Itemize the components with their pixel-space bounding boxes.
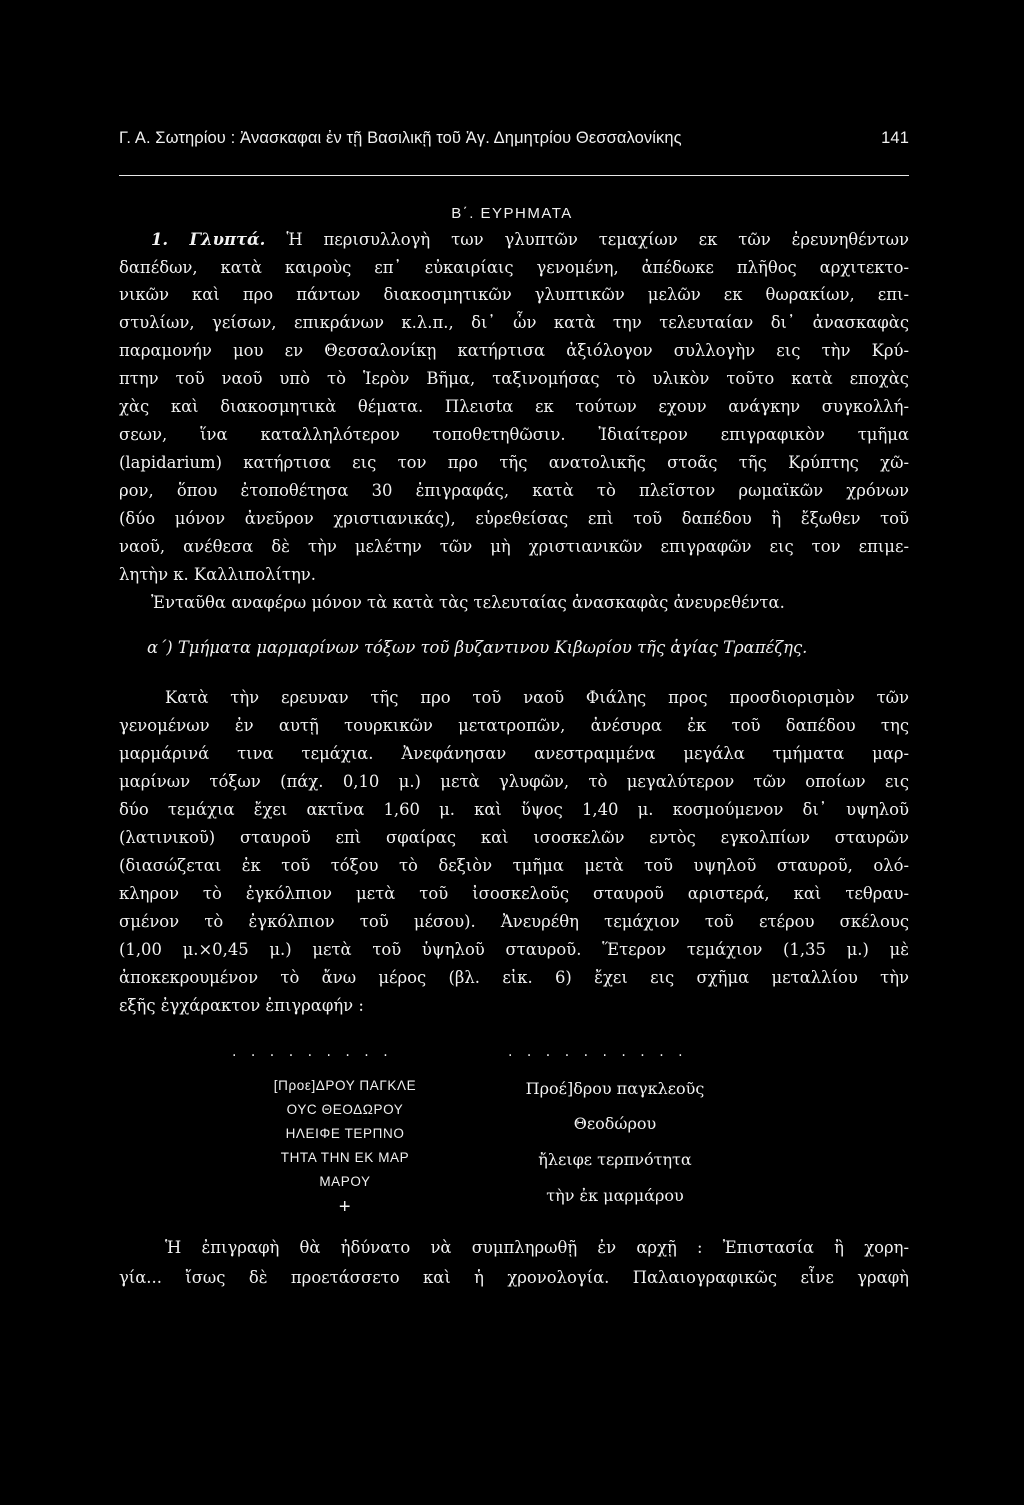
text-line: (lapidarium) κατήρτισα εις τον προ τῆς ανατολικῆς στοᾶς τῆς Κρύπτης χῶ- xyxy=(119,453,909,472)
transcription-line: ἤλειφε τερπνότητα xyxy=(538,1150,692,1169)
paragraph-2-line-1 xyxy=(119,690,909,706)
text-line: (διασώζεται ἐκ τοῦ τόξου τὸ δεξιὸν τμῆμα μετὰ τοῦ υψηλοῦ σταυροῦ, ολό- xyxy=(119,856,909,875)
text-line: ναοῦ, ανέθεσα δὲ τὴν μελέτην τῶν μὴ χριστιανικῶν επιγραφῶν εις τον επιμε- xyxy=(119,537,909,556)
paragraph-1-note xyxy=(119,595,909,611)
page-number: 141 xyxy=(881,129,909,147)
transcription-line: Θεοδώρου xyxy=(573,1114,657,1133)
transcription-line: Προέ]δρου παγκλεοῦς xyxy=(525,1079,705,1098)
text-line: μαρίνων τόξων (πάχ. 0,10 μ.) μετὰ γλυφῶν, τὸ μεγαλύτερον τῶν οποίων εις xyxy=(119,772,909,791)
text-line: πτην τοῦ ναοῦ υπὸ τὸ Ἱερὸν Βῆμα, ταξινομήσας τὸ υλικὸν τοῦτο κατὰ εποχὰς xyxy=(119,369,909,388)
text-line: σμένον τὸ ἐγκόλπιον τοῦ μέσου). Ἀνευρέθη τεμάχιον τοῦ ετέρου σκέλους xyxy=(119,912,909,931)
text-line: στυλίων, γείσων, επικράνων κ.λ.π., δι᾽ ὧν κατὰ την τελευταίαν δι᾽ ἀνασκαφὰς xyxy=(119,313,909,332)
text-line: δαπέδων, κατὰ καιροὺς επ᾽ εὐκαιρίαις γενομένη, ἀπέδωκε πλῆθος αρχιτεκτο- xyxy=(119,258,909,277)
paragraph-3-line-1 xyxy=(119,1240,909,1256)
inscription-line: ΟΥϹ ΘΕΟΔΩΡΟΥ xyxy=(286,1102,404,1117)
text-line: (λατινικοῦ) σταυροῦ επὶ σφαίρας καὶ ισοσκελῶν εντὸς εγκολπίων σταυρῶν xyxy=(119,828,909,847)
transcription-line: τὴν ἐκ μαρμάρου xyxy=(546,1186,684,1205)
text-line: (δύο μόνον ἀνεῦρον χριστιανικάς), εὑρεθείσας επὶ τοῦ δαπέδου ἢ ἔξωθεν τοῦ xyxy=(119,509,909,528)
text-line: μαρμάρινά τινα τεμάχια. Ἀνεφάνησαν ανεστραμμένα μεγάλα τμήματα μαρ- xyxy=(119,744,909,763)
text-line: λητὴν κ. Καλλιπολίτην. xyxy=(119,565,316,584)
running-header xyxy=(119,129,909,148)
text-line: σεων, ἵνα καταλληλότερον τοποθετηθῶσιν. Ἰδιαίτερον επιγραφικὸν τμῆμα xyxy=(119,425,909,444)
running-title: Γ. Α. Σωτηρίου : Ἀνασκαφαι ἐν τῇ Βασιλικῇ τοῦ Ἁγ. Δημητρίου Θεσσαλονίκης xyxy=(119,129,682,147)
text-line: κληρον τὸ ἐγκόλπιον μετὰ τοῦ ἰσοσκελοῦς σταυροῦ αριστερά, καὶ τεθραυ- xyxy=(119,884,909,903)
text-line: δύο τεμάχια ἔχει ακτῖνα 1,60 μ. καὶ ὕψος 1,40 μ. κοσμούμενον δι᾽ υψηλοῦ xyxy=(119,800,909,819)
inscription-line: ΗΛΕΙΦΕ ΤΕΡΠΝΟ xyxy=(285,1126,405,1141)
inscription-dots-left: . . . . . . . . . xyxy=(232,1044,393,1060)
text-line: ἀποκεκρουμένον τὸ ἄνω μέρος (βλ. εἰκ. 6) ἔχει εις σχῆμα μεταλλίου τὴν xyxy=(119,968,909,987)
subsection-title xyxy=(119,640,909,656)
paragraph-1-heading: 1. Γλυπτά. xyxy=(151,230,266,249)
text-line: χὰς καὶ διακοσμητικὰ θέματα. Πλεισtα εκ τούτων εχουν ανάγκην συγκολλή- xyxy=(119,397,909,416)
text-line: νικῶν καὶ προ πάντων διακοσμητικῶν γλυπτικῶν μελῶν εκ θωρακίων, επι- xyxy=(119,285,909,304)
text-line: παραμονήν μου εν Θεσσαλονίκῃ κατήρτισα ἀξιόλογον συλλογὴν εις τὴν Κρύ- xyxy=(119,341,909,360)
inscription-cross: + xyxy=(338,1196,352,1218)
text-line: Κατὰ τὴν ερευναν τῆς προ τοῦ ναοῦ Φιάλης προς προσδιορισμὸν τῶν xyxy=(165,688,909,707)
inscription-dots-right: . . . . . . . . . . xyxy=(508,1044,688,1060)
subsection-title-text: α΄) Τμήματα μαρμαρίνων τόξων τοῦ βυζαντινου Κιβωρίου τῆς ἁγίας Τραπέζης. xyxy=(147,638,808,657)
text-line: εξῆς ἐγχάρακτον ἐπιγραφήν : xyxy=(119,996,364,1015)
text-line: γία... ἴσως δὲ προετάσσετο καὶ ἡ χρονολογία. Παλαιογραφικῶς εἶνε γραφὴ xyxy=(119,1268,909,1287)
header-rule xyxy=(119,175,909,176)
inscription-line: ΤΗΤΑ ΤΗΝ ΕΚ ΜΑΡ xyxy=(280,1150,410,1165)
text-line: (1,00 μ.×0,45 μ.) μετὰ τοῦ ὑψηλοῦ σταυροῦ. Ἕτερον τεμάχιον (1,35 μ.) μὲ xyxy=(119,940,909,959)
inscription-line: [Προε]ΔΡΟΥ ΠΑΓΚΛΕ xyxy=(273,1078,417,1093)
inscription-line: ΜΑΡΟΥ xyxy=(319,1174,371,1189)
paragraph-1-line-1 xyxy=(119,232,909,248)
section-title: Β΄. ΕΥΡΗΜΑΤΑ xyxy=(451,205,573,222)
text-line: Ἡ ἐπιγραφὴ θὰ ἠδύνατο νὰ συμπληρωθῇ ἐν αρχῇ : Ἐπιστασία ἢ χορη- xyxy=(165,1238,909,1257)
note-text: Ἐνταῦθα αναφέρω μόνον τὰ κατὰ τὰς τελευταίας ἀνασκαφὰς ἀνευρεθέντα. xyxy=(151,593,785,612)
text-line: ρον, ὅπου ἐτοποθέτησα 30 ἐπιγραφάς, κατὰ τὸ πλεῖστον ρωμαϊκῶν χρόνων xyxy=(119,481,909,500)
text-line: γενομένων ἐν αυτῇ τουρκικῶν μετατροπῶν, ἀνέσυρα ἐκ τοῦ δαπέδου της xyxy=(119,716,909,735)
paragraph-1-first-line: Ἡ περισυλλογὴ των γλυπτῶν τεμαχίων εκ τῶν ἐρευνηθέντων xyxy=(286,230,910,249)
